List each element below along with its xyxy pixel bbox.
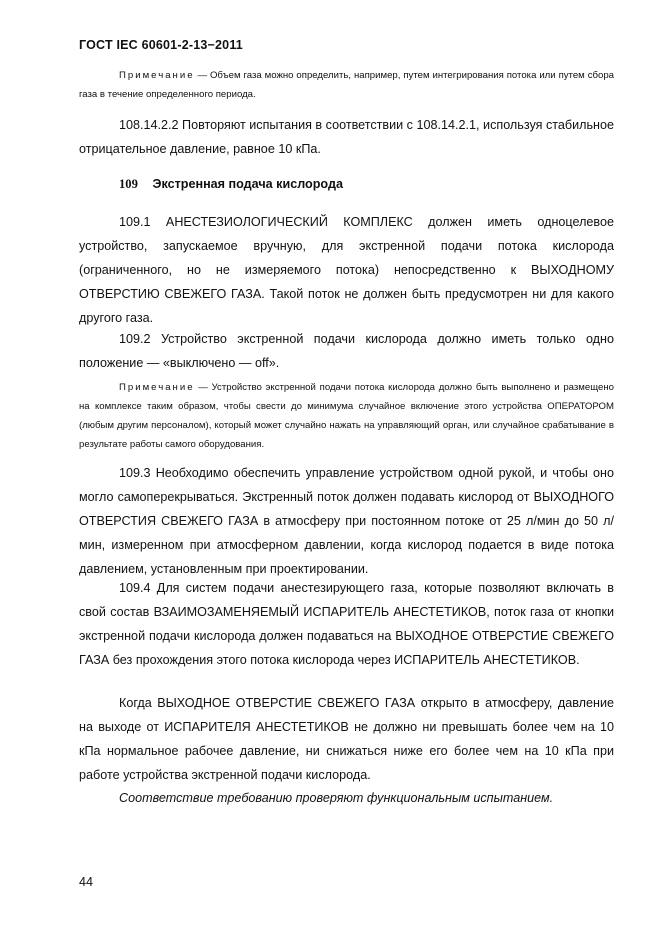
- paragraph-108-14-2-2: 108.14.2.2 Повторяют испытания в соответствии с 108.14.2.1, используя стабильное отрицательное давление, равное 10 кПа.: [79, 118, 614, 156]
- note-1-text: — Объем газа можно определить, например, путем интегрирования потока или путем сбора газа в течение определенного периода.: [79, 70, 614, 100]
- paragraph-109-3: 109.3 Необходимо обеспечить управление устройством одной рукой, и чтобы оно могло самоперекрываться. Экстренный поток должен подавать кислород от ВЫХОДНОГО ОТВЕРСТИЯ СВЕЖЕГО ГАЗА в атмосферу при постоянном потоке от 25 л/мин до 50 л/мин, измеренном при атмосферном давлении, когда кислород подается в виде потока давлением, установленным при проектировании.: [79, 466, 614, 576]
- compliance-statement: Соответствие требованию проверяют функциональным испытанием.: [119, 791, 554, 805]
- section-number: 109: [119, 177, 138, 191]
- page-number: 44: [79, 875, 94, 889]
- note-2: [79, 378, 614, 454]
- section-heading: [119, 177, 343, 192]
- section-title: Экстренная подача кислорода: [152, 177, 343, 191]
- document-header: ГОСТ IEC 60601-2-13−2011: [79, 38, 243, 52]
- paragraph-109-1: 109.1 АНЕСТЕЗИОЛОГИЧЕСКИЙ КОМПЛЕКС должен иметь одноцелевое устройство, запускаемое вручную, для экстренной подачи потока кислорода (ограниченного, но не измеряемого потока) непосредственно к ВЫХОДНОМУ ОТВЕРСТИЮ СВЕЖЕГО ГАЗА. Такой поток не должен быть предусмотрен ни для какого другого газа.: [79, 215, 614, 325]
- paragraph-109-2: 109.2 Устройство экстренной подачи кислорода должно иметь только одно положение — «выключено — off».: [79, 332, 614, 370]
- paragraph-109-4: 109.4 Для систем подачи анестезирующего газа, которые позволяют включать в свой состав ВЗАИМОЗАМЕНЯЕМЫЙ ИСПАРИТЕЛЬ АНЕСТЕТИКОВ, поток газа от кнопки экстренной подачи кислорода должен подаваться на ВЫХОДНОЕ ОТВЕРСТИЕ СВЕЖЕГО ГАЗА без прохождения этого потока кислорода через ИСПАРИТЕЛЬ АНЕСТЕТИКОВ.: [79, 581, 614, 667]
- note-label: Примечание: [119, 382, 195, 393]
- note-label: Примечание: [119, 70, 195, 81]
- note-1: [79, 66, 614, 104]
- note-2-text: — Устройство экстренной подачи потока кислорода должно быть выполнено и размещено на комплексе таким образом, чтобы свести до минимума случайное включение этого устройства ОПЕРАТОРОМ (любым другим персоналом), который может случайно нажать на управляющий орган, или случайное срабатывание в результате работы самого оборудования.: [79, 382, 614, 450]
- paragraph-when: Когда ВЫХОДНОЕ ОТВЕРСТИЕ СВЕЖЕГО ГАЗА открыто в атмосферу, давление на выходе от ИСПАРИТЕЛЯ АНЕСТЕТИКОВ не должно ни превышать более чем на 10 кПа нормальное рабочее давление, ни снижаться ниже его более чем на 10 кПа при работе устройства экстренной подачи кислорода.: [79, 696, 614, 782]
